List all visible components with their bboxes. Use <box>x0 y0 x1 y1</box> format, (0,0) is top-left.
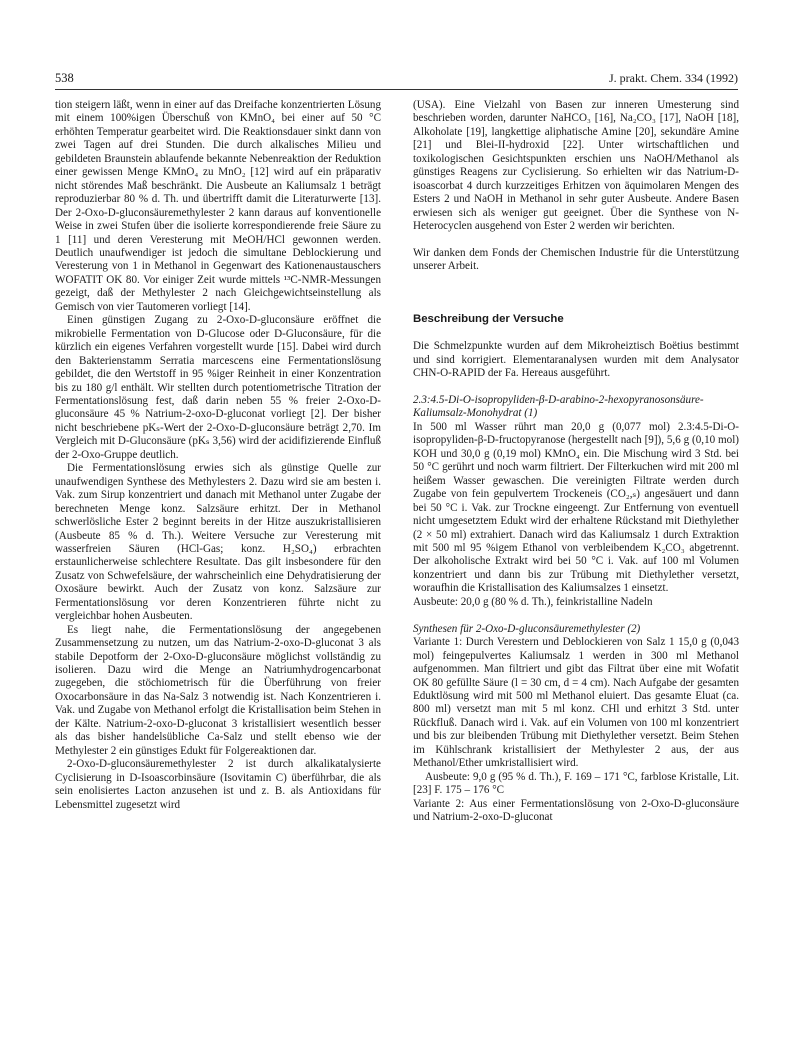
paragraph: Variante 1: Durch Verestern und Deblockieren von Salz 1 15,0 g (0,043 mol) feingepulvertes Kaliumsalz 1 werden in 300 ml Methanol aufgenommen. Man filtriert und gibt das Filtrat über eine mit Wofatit OK 80 gefüllte Säure (l = 30 cm, d = 4 cm). Nach Aufgabe der gesamten Eduktlösung wird mit 500 ml Methanol eluiert. Das gesamte Eluat (ca. 800 ml) versetzt man mit 5 ml konz. CHl und erhitzt 3 Std. unter Rückfluß. Danach wird i. Vak. auf ein Volumen von 100 ml konzentriert und bis zur bleibenden Trübung mit Diethylether versetzt. Beim Stehen im Kühlschrank kristallisiert der Methylester 2 aus, der aus Methanol/Ether umkristallisiert wird. <box>413 636 739 770</box>
section-heading: Beschreibung der Versuche <box>413 313 564 326</box>
yield-line: Ausbeute: 9,0 g (95 % d. Th.), F. 169 – 171 °C, farblose Kristalle, Lit. [23] F. 175 – 176 °C <box>413 770 739 797</box>
yield-line: Ausbeute: 20,0 g (80 % d. Th.), feinkristalline Nadeln <box>413 595 653 608</box>
paragraph: Es liegt nahe, die Fermentationslösung der angegebenen Zusammensetzung zu nutzen, um das Natrium-2-oxo-D-gluconat 3 als stabile Depotform der 2-Oxo-D-gluconsäure möglichst vollständig zu isolieren. Dazu wird die Menge an Natriumhydrogencarbonat zugegeben, die stöchiometrisch für die Überführung von freier Oxocarbonsäure in das Na-Salz 3 notwendig ist. Nach Konzentrieren i. Vak. und Zugabe von Methanol erfolgt die Kristallisation beim Stehen in der Kälte. Natrium-2-oxo-D-gluconat 3 kristallisiert wesentlich besser als das bisher handelsübliche Ca-Salz und stellt ebenso wie der Methylester 2 ein günstiges Edukt für Folgereaktionen dar. <box>55 623 381 757</box>
paragraph: In 500 ml Wasser rührt man 20,0 g (0,077 mol) 2.3:4.5-Di-O-isopropyliden-β-D-fructopyranose (hergestellt nach [9]), 5,6 g (0,10 mol) KOH und 30,0 g (0,19 mol) KMnO₄ ein. Die Mischung wird 3 Std. bei 50 °C gerührt und noch warm filtriert. Der Filterkuchen wird mit 200 ml heißem Wasser gewaschen. Die vereinigten Filtrate werden durch Zugabe von fein gepulvertem Trockeneis (CO₂,ₛ) angesäuert und dann bei 50 °C i. Vak. zur Trockne eingeengt. Zur Entfernung von eventuell nicht umgesetztem Edukt wird der erhaltene Rückstand mit Diethylether (2 × 50 ml) extrahiert. Danach wird das Kaliumsalz 1 durch Extraktion mit 500 ml 95 %igem Ethanol von verbleibendem K₂CO₃ abgetrennt. Der alkoholische Extrakt wird bei 50 °C i. Vak. auf 100 ml Volumen konzentriert und dann bis zur Trübung mit Diethylether versetzt, woraufhin die Kristallisation des Kaliumsalzes 1 einsetzt. <box>413 420 739 595</box>
subsection-heading: 2.3:4.5-Di-O-isopropyliden-β-D-arabino-2-hexopyranosonsäure-Kaliumsalz-Monohydrat (1) <box>413 394 704 420</box>
paragraph: Variante 2: Aus einer Fermentationslösung von 2-Oxo-D-gluconsäure und Natrium-2-oxo-D-gluconat <box>413 797 739 824</box>
paragraph: Die Fermentationslösung erwies sich als günstige Quelle zur unaufwendigen Synthese des Methylesters 2. Dazu wird sie am besten i. Vak. zum Sirup konzentriert und danach mit Methanol unter Zugabe der berechneten Menge konz. Salzsäure erhitzt. Der in Methanol schwerlösliche Ester 2 beginnt bereits in der Hitze auszukristallisieren (Ausbeute 85 % d. Th.). Weitere Versuche zur Veresterung mit wasserfreien Säuren (HCl-Gas; konz. H₂SO₄) erbrachten erstaunlicherweise schlechtere Resultate. Das gilt insbesondere für den Zusatz von Schwefelsäure, der wahrscheinlich eine Dehydratisierung der Oxosäure bewirkt. Auch der Zusatz von konz. Salzsäure zur Fermentationslösung vor deren Konzentrieren führte nicht zu vergleichbar hohen Ausbeuten. <box>55 462 381 623</box>
right-column <box>413 99 739 824</box>
paragraph: 2-Oxo-D-gluconsäuremethylester 2 ist durch alkalikatalysierte Cyclisierung in D-Isoascorbinsäure (Isovitamin C) überführbar, die als sein enolisiertes Lacton anzusehen ist und z. B. als Antioxidans für Lebensmittel zugesetzt wird <box>55 758 381 811</box>
left-column <box>55 99 381 812</box>
acknowledgement: Wir danken dem Fonds der Chemischen Industrie für die Unterstützung unserer Arbeit. <box>413 246 739 273</box>
journal-citation: J. prakt. Chem. 334 (1992) <box>609 71 738 85</box>
paragraph: Einen günstigen Zugang zu 2-Oxo-D-gluconsäure eröffnet die mikrobielle Fermentation von D-Glucose oder D-Gluconsäure, für die kürzlich ein eigenes Verfahren vorgestellt wurde [15]. Dabei wird durch den Bakterienstamm Serratia marcescens eine Fermentationslösung gebildet, die den Wertstoff in 95 %iger Reinheit in einer Konzentration bis zu 180 g/l enthält. Wir stellten durch potentiometrische Titration der Fermentationslösung fest, daß darin neben 55 % freier 2-Oxo-D-gluconsäure 45 % Natrium-2-oxo-D-gluconat vorliegt [2]. Der bisher nicht beschriebene pKₛ-Wert der 2-Oxo-D-gluconsäure beträgt 2,70. Im Vergleich mit D-Gluconsäure (pKₛ 3,56) wird der acidifizierende Einfluß der 2-Oxo-Gruppe deutlich. <box>55 314 381 461</box>
header-rule <box>55 89 738 90</box>
page-number: 538 <box>55 71 74 85</box>
paragraph: Die Schmelzpunkte wurden auf dem Mikroheiztisch Boëtius bestimmt und sind korrigiert. Elementaranalysen wurden mit dem Analysator CHN-O-RAPID der Fa. Hereaus ausgeführt. <box>413 340 739 380</box>
subsection-heading: Synthesen für 2-Oxo-D-gluconsäuremethylester (2) <box>413 622 641 635</box>
paragraph: (USA). Eine Vielzahl von Basen zur inneren Umesterung sind beschrieben worden, darunter NaHCO₃ [16], Na₂CO₃ [17], NaOH [18], Alkoholate [19], langkettige aliphatische Amine [20], sekundäre Amine [21] und Blei-II-hydroxid [22]. Unter wirtschaftlichen und toxikologischen Gesichtspunkten erschien uns NaOH/Methanol als günstiges Reagens zur Cyclisierung. So erhielten wir das Natrium-D-isoascorbat 4 durch kurzzeitiges Erhitzen von äquimolaren Mengen des Esters 2 und NaOH in Methanol in sehr guter Ausbeute. Andere Basen erwiesen sich als weniger gut geeignet. Über die Synthese von N-Heterocyclen ausgehend von Ester 2 werden wir berichten. <box>413 99 739 233</box>
paragraph: tion steigern läßt, wenn in einer auf das Dreifache konzentrierten Lösung mit einem 100%igen Überschuß von KMnO₄ bei einer auf 50 °C erhöhten Temperatur gearbeitet wird. Die Reaktionsdauer sinkt dann von zwei Tagen auf drei Stunden. Die durch alkalisches Milieu und gebildeten Braunstein ablaufende bekannte Nebenreaktion der Reduktion einer gewissen Menge KMnO₄ zu MnO₂ [12] wird auf ein präparativ nicht störendes Maß beschränkt. Die Ausbeute an Kaliumsalz 1 beträgt reproduzierbar 80 % d. Th. und übertrifft damit die Literaturwerte [13]. Der 2-Oxo-D-gluconsäuremethylester 2 kann daraus auf konventionelle Weise in zwei Stufen über die isolierte korrespondierende freie Säure zu 1 [11] und deren Veresterung mit MeOH/HCl gewonnen werden. Deutlich unaufwendiger ist jedoch die simultane Deblockierung und Veresterung von 1 in Methanol in Gegenwart des Kationenaustauschers WOFATIT OK 80. Vor einiger Zeit wurde mittels ¹³C-NMR-Messungen gezeigt, daß der Methylester 2 nach Gleichgewichtseinstellung als Gemisch von vier Tautomeren vorliegt [14]. <box>55 99 381 313</box>
